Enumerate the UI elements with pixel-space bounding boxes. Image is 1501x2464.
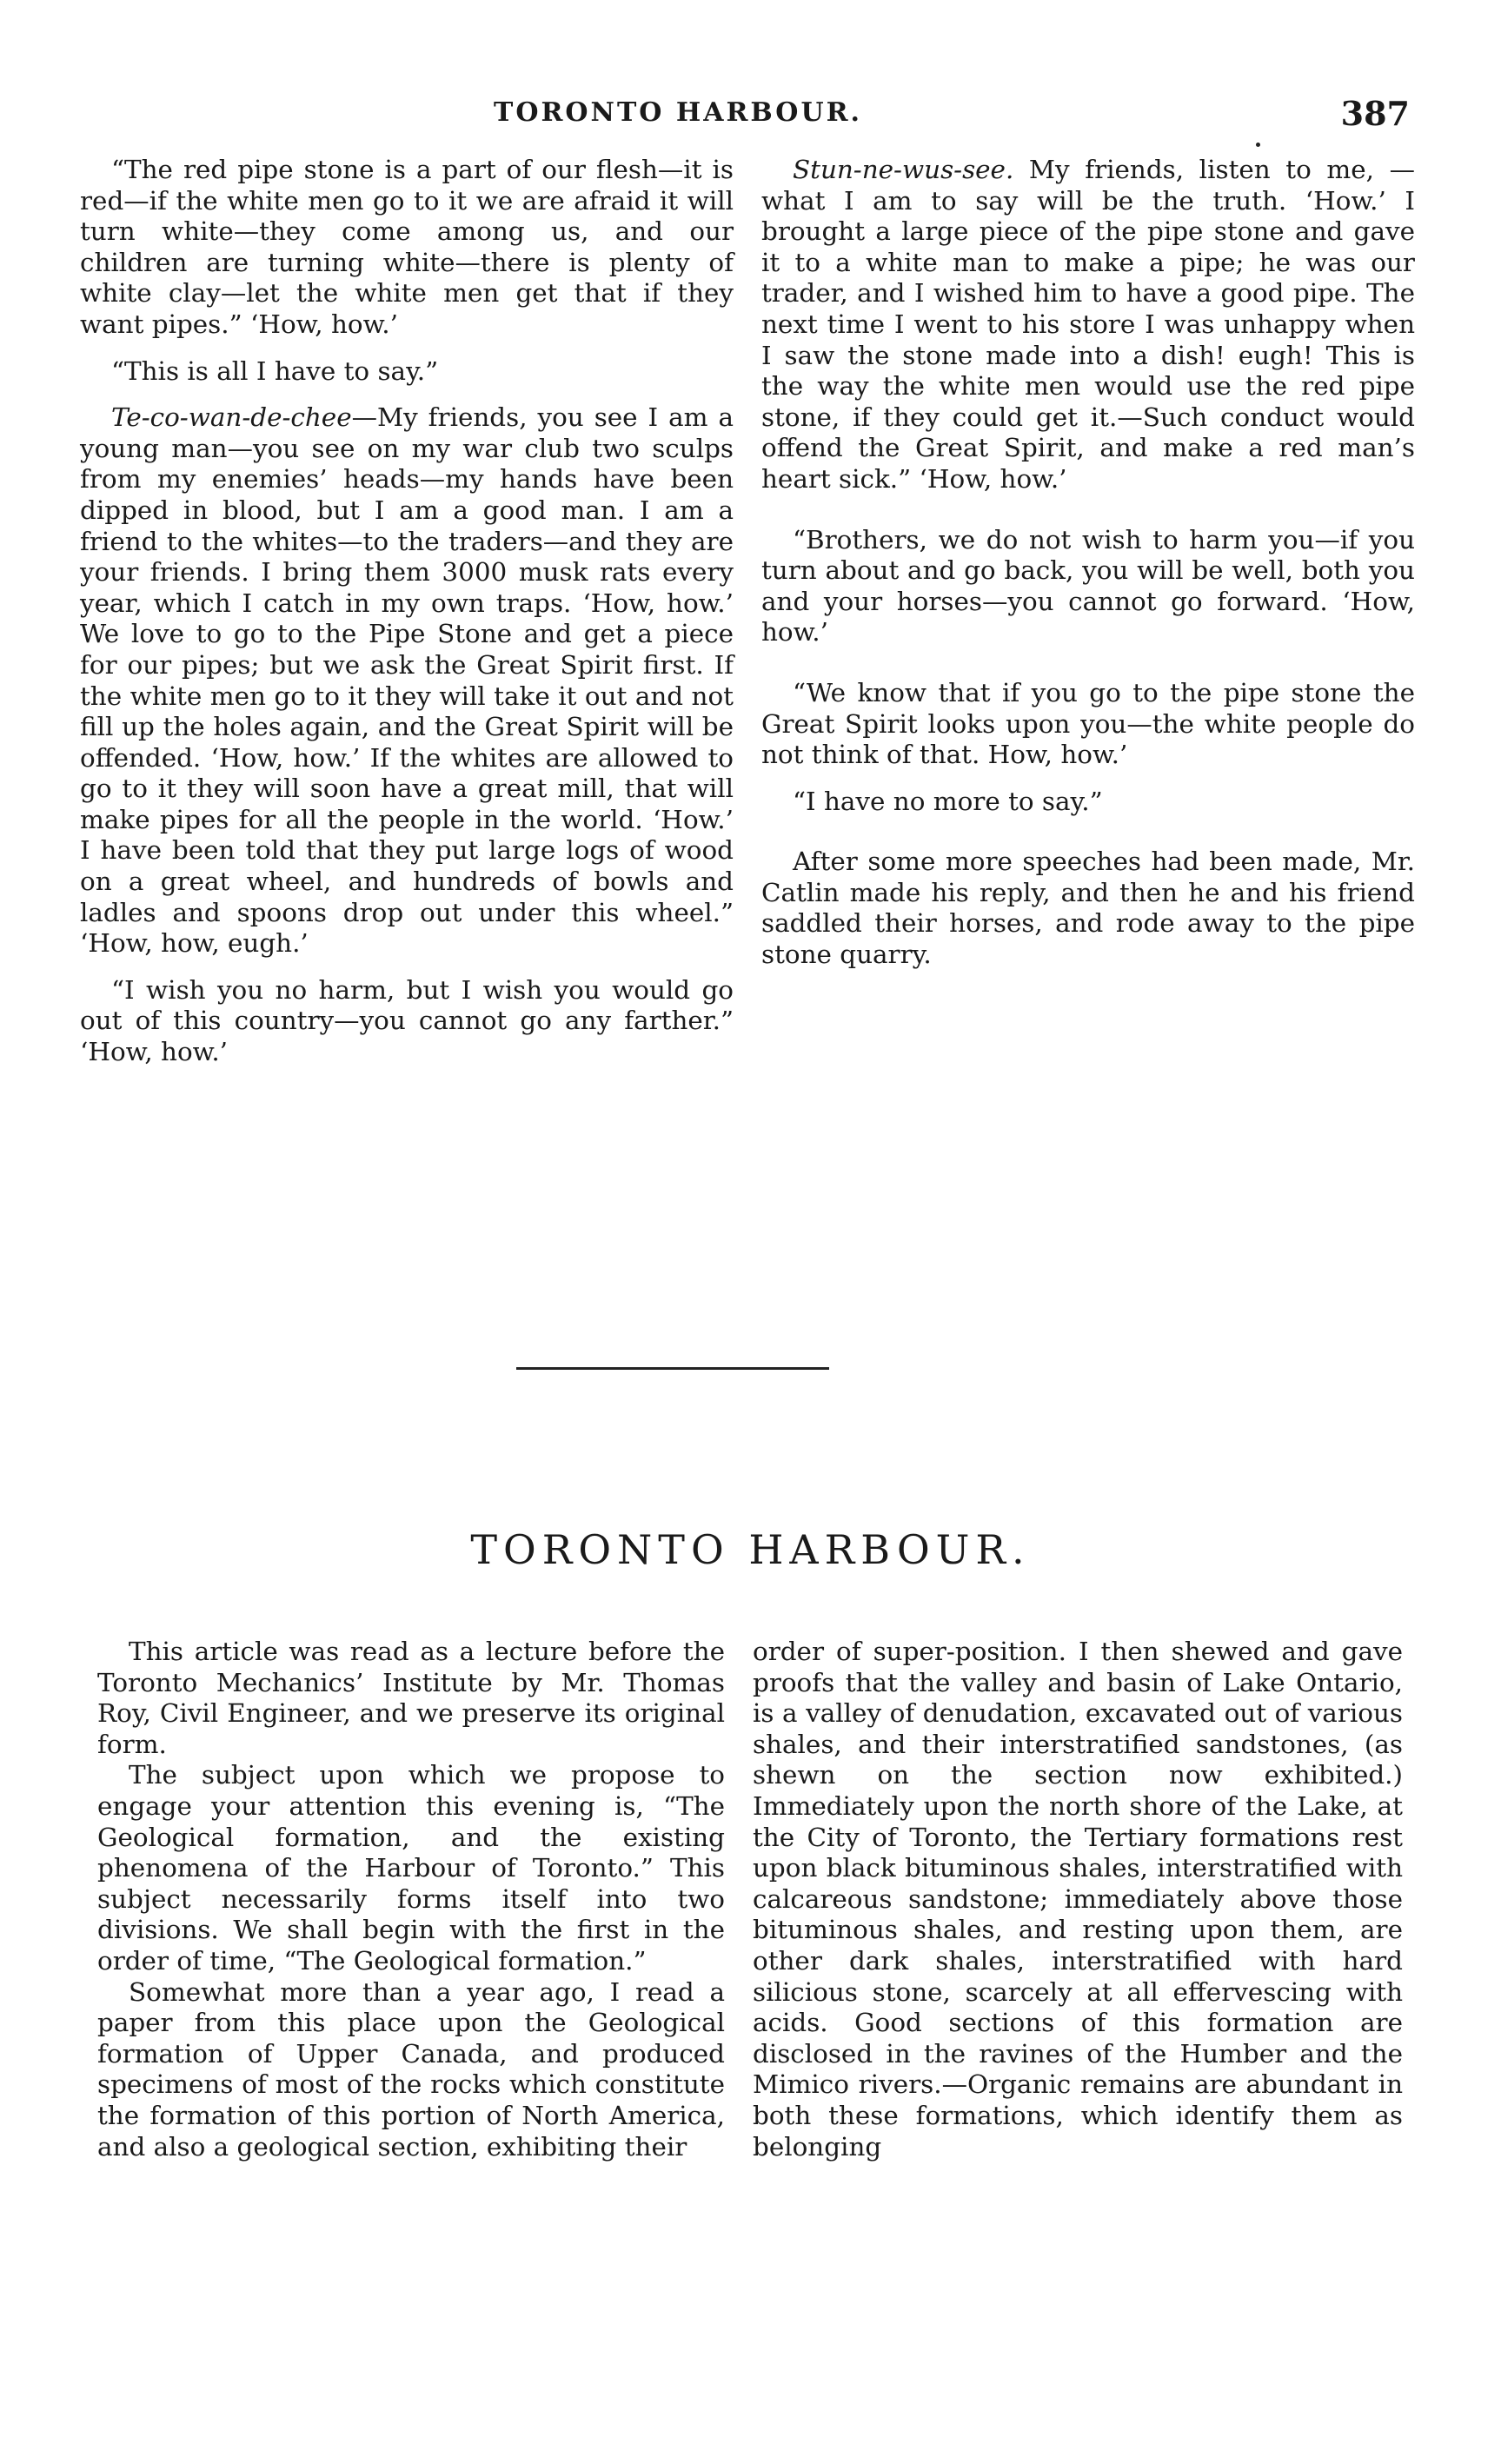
paragraph: “Brothers, we do not wish to harm you—if you turn about and go back, you will be well, both you and your horses—you cannot go forward. ‘How, how.’ <box>761 524 1415 648</box>
speech-text: —My friends, you see I am a young man—you see on my war club two sculps from my enemies’ heads—my hands have been dipped in blood, but I am a good man. I am a friend to the whites—to the traders—and they are your friends. I bring them 3000 musk rats every year, which I catch in my own traps. ‘How, how.’ We love to go to the Pipe Stone and get a piece for our pipes; but we ask the Great Spirit first. If the white men go to it they will take it out and not fill up the holes again, and the Great Spirit will be offended. ‘How, how.’ If the whites are allowed to go to it they will soon have a great mill, that will make pipes for all the people in the world. ‘How.’ I have been told that they put large logs of wood on a great wheel, and hundreds of bowls and ladles and spoons drop out under this wheel.” ‘How, how, eugh.’ <box>80 402 734 959</box>
print-speck <box>1256 143 1260 147</box>
speaker-name: Stun-ne-wus-see. <box>793 155 1014 184</box>
paragraph: order of super-position. I then shewed and gave proofs that the valley and basin of Lake Ontario, is a valley of denudation, excavated out of various shales, and their interstratified sandstones, (as shewn on the section now exhibited.) Immediately upon the north shore of the Lake, at the City of Toronto, the Tertiary formations rest upon black bituminous shales, interstratified with calcareous sandstone; immediately above those bituminous shales, and resting upon them, are other dark shales, interstratified with hard silicious stone, scarcely at all effervescing with acids. Good sections of this formation are disclosed in the ravines of the Humber and the Mimico rivers.—Organic remains are abundant in both these formations, which identify them as belonging <box>753 1637 1403 2162</box>
running-header <box>0 94 1501 141</box>
speech-text: My friends, listen to me, —what I am to say will be the truth. ‘How.’ I brought a large piece of the pipe stone and gave it to a white man to make a pipe; he was our trader, and I wished him to have a good pipe. The next time I went to his store I was unhappy when I saw the stone made into a dish! eugh! This is the way the white men would use the red pipe stone, if they could get it.—Such conduct would offend the Great Spirit, and make a red man’s heart sick.” ‘How, how.’ <box>761 155 1415 494</box>
paragraph: “I have no more to say.” <box>793 786 1103 816</box>
section-title: TORONTO HARBOUR. <box>470 1526 1031 1573</box>
bottom-left-column <box>97 1637 725 2162</box>
paragraph <box>761 155 1415 495</box>
paragraph: Somewhat more than a year ago, I read a paper from this place upon the Geological formation of Upper Canada, and produced specimens of most of the rocks which constitute the formation of this portion of North America, and also a geological section, exhibiting their <box>97 1976 725 2162</box>
paragraph: “We know that if you go to the pipe stone the Great Spirit looks upon you—the white people do not think of that. How, how.’ <box>761 677 1415 770</box>
section-divider <box>516 1367 829 1370</box>
page-number: 387 <box>1340 94 1410 133</box>
bottom-right-column <box>753 1637 1403 2162</box>
paragraph: The subject upon which we propose to engage your attention this evening is, “The Geological formation, and the existing phenomena of the Harbour of Toronto.” This subject necessarily forms itself into two divisions. We shall begin with the first in the order of time, “The Geological formation.” <box>97 1760 725 1976</box>
top-left-column <box>80 155 734 1068</box>
running-title: TORONTO HARBOUR. <box>494 97 862 128</box>
paragraph <box>80 402 734 960</box>
paragraph: “This is all I have to say.” <box>111 355 439 386</box>
top-right-column <box>761 155 1415 971</box>
paragraph: This article was read as a lecture before the Toronto Mechanics’ Institute by Mr. Thomas Roy, Civil Engineer, and we preserve its original form. <box>97 1637 725 1759</box>
paragraph: “The red pipe stone is a part of our flesh—it is red—if the white men go to it we are afraid it will turn white—they come among us, and our children are turning white—there is plenty of white clay—let the white men get that if they want pipes.” ‘How, how.’ <box>80 155 734 339</box>
speaker-name: Te-co-wan-de-chee <box>111 402 352 433</box>
paragraph: After some more speeches had been made, Mr. Catlin made his reply, and then he and his friend saddled their horses, and rode away to the pipe stone quarry. <box>761 847 1415 970</box>
paragraph: “I wish you no harm, but I wish you would go out of this country—you cannot go any farther.” ‘How, how.’ <box>80 974 734 1067</box>
